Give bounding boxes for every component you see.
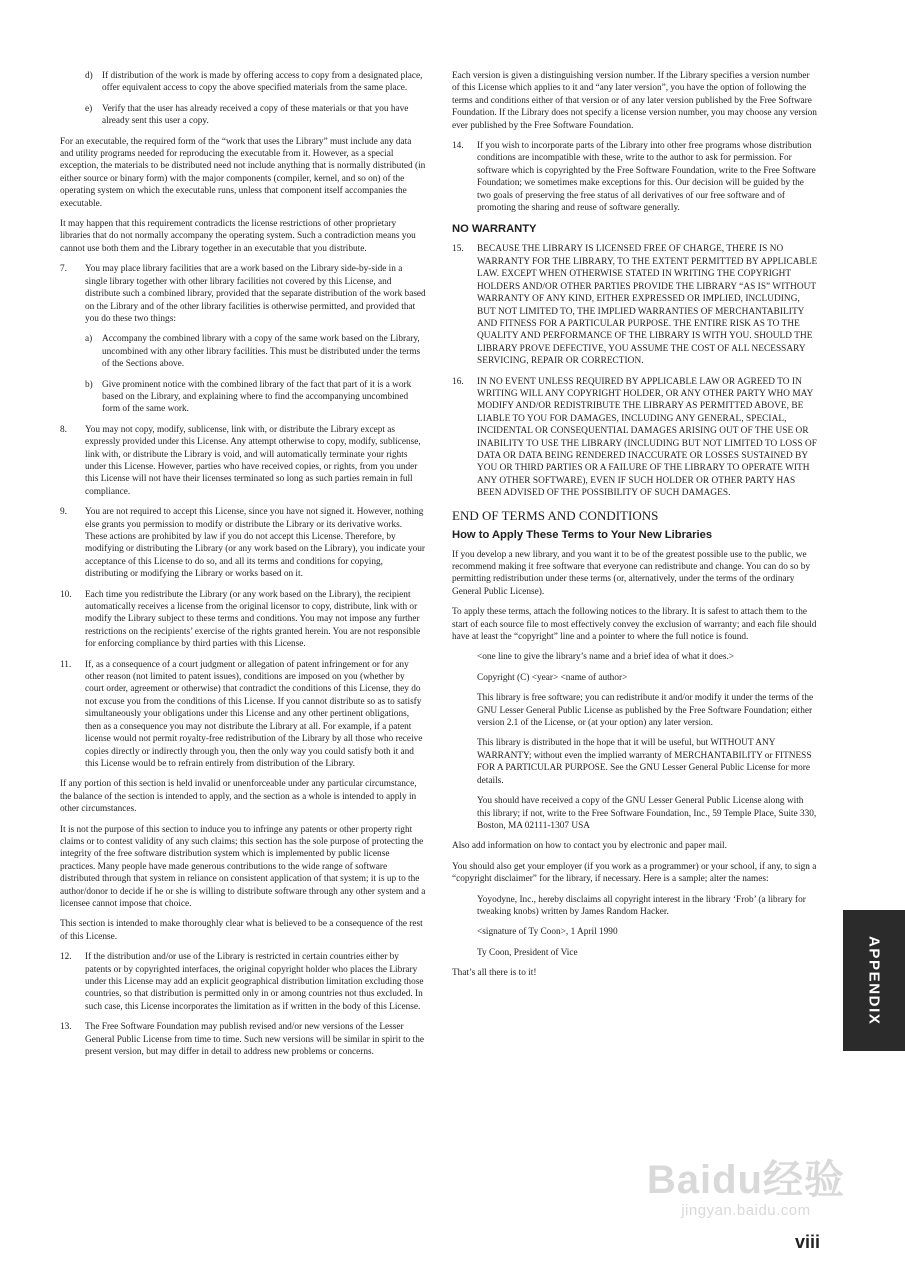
notice-one-line: <one line to give the library’s name and a brief idea of what it does.>	[477, 652, 735, 663]
heading-how-to-apply: How to Apply These Terms to Your New Libraries	[452, 528, 713, 541]
paragraph-executable: For an executable, the required form of the “work that uses the Library” must include any data and utility programs needed for reproducing the executable from it. However, as a special exception, the materials to be distributed need not include anything that is normally distributed (in either source or binary form) with the major components (compiler, kernel, and so on) of the operating system on which the executable runs, unless that component itself accompanies the executable.	[60, 136, 426, 209]
paragraph-consequence: This section is intended to make thoroughly clear what is believed to be a consequence of the rest of this License.	[60, 919, 423, 942]
paragraph-contradicts: It may happen that this requirement contradicts the license restrictions of other proprietary libraries that do not normally accompany the operating system. Such a contradiction means you cannot use both them and the Library together in an executable that you distribute.	[60, 219, 416, 254]
list-item-e: e) Verify that the user has already received a copy of these materials or that you have already sent this user a copy.	[85, 103, 409, 127]
left-column	[60, 70, 426, 1066]
paragraph-version: Each version is given a distinguishing version number. If the Library specifies a version number of this License which applies to it and “any later version”, you have the option of following the terms and conditions either of that version or of any later version published by the Free Software Foundation. If the Library does not specify a license version number, you may choose any version ever published by the Free Software Foundation.	[452, 71, 817, 131]
notice-distributed: This library is distributed in the hope that it will be useful, but WITHOUT ANY WARRANTY; without even the implied warranty of MERCHANTABILITY or FITNESS FOR A PARTICULAR PURPOSE. See the GNU Lesser General Public License for more details.	[477, 738, 812, 786]
section-15: 15. BECAUSE THE LIBRARY IS LICENSED FREE OF CHARGE, THERE IS NO WARRANTY FOR THE LIBRARY, TO THE EXTENT PERMITTED BY APPLICABLE LAW. EXCEPT WHEN OTHERWISE STATED IN WRITING THE COPYRIGHT HOLDERS AND/OR OTHER PARTIES PROVIDE THE LIBRARY “AS IS” WITHOUT WARRANTY OF ANY KIND, EITHER EXPRESSED OR IMPLIED, INCLUDING, BUT NOT LIMITED TO, THE IMPLIED WARRANTIES OF MERCHANTABILITY AND FITNESS FOR A PARTICULAR PURPOSE. THE ENTIRE RISK AS TO THE QUALITY AND PERFORMANCE OF THE LIBRARY IS WITH YOU. SHOULD THE LIBRARY PROVE DEFECTIVE, YOU ASSUME THE COST OF ALL NECESSARY SERVICING, REPAIR OR CORRECTION.	[452, 244, 818, 367]
watermark-logo: Baidu经验	[646, 1158, 845, 1202]
notice-free-software: This library is free software; you can redistribute it and/or modify it under the terms of the GNU Lesser General Public License as published by the Free Software Foundation; either version 2.1 of the License, or (at your option) any later version.	[477, 693, 814, 729]
paragraph-invalid: If any portion of this section is held invalid or unenforceable under any particular circumstance, the balance of the section is intended to apply, and the section as a whole is intended to apply in other circumstances.	[60, 779, 417, 815]
section-12: 12. If the distribution and/or use of the Library is restricted in certain countries either by patents or by copyrighted interfaces, the original copyright holder who places the Library under this License may add an explicit geographical distribution limitation excluding those countries, so that distribution is permitted only in or among countries not thus excluded. In such case, this License incorporates the limitation as if written in the body of this License.	[60, 952, 424, 1012]
section-10: 10. Each time you redistribute the Library (or any work based on the Library), the recipient automatically receives a license from the original licensor to copy, distribute, link with or modify the Library subject to these terms and conditions. You may not impose any further restrictions on the recipients’ exercise of the rights granted herein. You are not responsible for enforcing compliance by third parties with this License.	[60, 589, 421, 650]
section-8: 8. You may not copy, modify, sublicense, link with, or distribute the Library except as expressly provided under this License. Any attempt otherwise to copy, modify, sublicense, link with, or distribute the Library is void, and will automatically terminate your rights under this License. However, parties who have received copies, or rights, from you under this License will not have their licenses terminated so long as such parties remain in full compliance.	[60, 424, 421, 497]
section-7b: b) Give prominent notice with the combined library of the fact that part of it is a work based on the Library, and explaining where to find the accompanying uncombined form of the same work.	[85, 379, 412, 415]
paragraph-develop: If you develop a new library, and you want it to be of the greatest possible use to the public, we recommend making it free software that everyone can redistribute and change. You can do so by permitting redistribution under these terms (or, alternatively, under the terms of the ordinary General Public License).	[452, 549, 811, 597]
heading-no-warranty: NO WARRANTY	[452, 223, 537, 236]
sample-signature: <signature of Ty Coon>, 1 April 1990	[477, 927, 618, 938]
appendix-side-tab	[843, 910, 905, 1051]
notice-copyright: Copyright (C) <year> <name of author>	[477, 672, 628, 683]
list-item-d: d) If distribution of the work is made by offering access to copy from a designated place, offer equivalent access to copy the above specified materials from the same place.	[85, 71, 423, 94]
section-13: 13. The Free Software Foundation may publish revised and/or new versions of the Lesser General Public License from time to time. Such new versions will be similar in spirit to the present version, but may differ in detail to address new problems or concerns.	[60, 1022, 425, 1058]
appendix-tab-label: APPENDIX	[865, 935, 883, 1026]
paragraph-employer: You should also get your employer (if you work as a programmer) or your school, if any, to sign a “copyright disclaimer” for the library, if necessary. Here is a sample; alter the names:	[452, 861, 817, 885]
right-column	[452, 70, 818, 988]
section-11: 11. If, as a consequence of a court judgment or allegation of patent infringement or for any other reason (not limited to patent issues), conditions are imposed on you (whether by court order, agreement or otherwise) that contradict the conditions of this License, they do not excuse you from the conditions of this License. If you cannot distribute so as to satisfy simultaneously your obligations under this License and any other pertinent obligations, then as a consequence you may not distribute the Library at all. For example, if a patent license would not permit royalty-free redistribution of the Library by all those who receive copies directly or indirectly through you, then the only way you could satisfy both it and this License would be to refrain entirely from distribution of the Library.	[60, 659, 423, 769]
paragraph-apply: To apply these terms, attach the following notices to the library. It is safest to attach them to the start of each source file to most effectively convey the exclusion of warranty; and each file should have at least the “copyright” line and a pointer to where the full notice is found.	[452, 607, 817, 643]
paragraph-purpose: It is not the purpose of this section to induce you to infringe any patents or other property right claims or to contest validity of any such claims; this section has the sole purpose of protecting the integrity of the free software distribution system which is implemented by public license practices. Many people have made generous contributions to the wide range of software distributed through that system in reliance on consistent application of that system; it is up to the author/donor to decide if he or she is willing to distribute software through any other system and a licensee cannot impose that choice.	[60, 824, 426, 909]
paragraph-contact: Also add information on how to contact you by electronic and paper mail.	[452, 841, 727, 852]
notice-received-copy: You should have received a copy of the GNU Lesser General Public License along with this library; if not, write to the Free Software Foundation, Inc., 59 Temple Place, Suite 330, Boston, MA 02111-1307 USA	[477, 796, 817, 831]
sample-ty-coon: Ty Coon, President of Vice	[477, 947, 578, 958]
heading-end-of-terms: END OF TERMS AND CONDITIONS	[452, 507, 659, 523]
watermark-url: jingyan.baidu.com	[681, 1202, 811, 1219]
section-7a: a) Accompany the combined library with a copy of the same work based on the Library, uncombined with any other library facilities. This must be distributed under the terms of the Sections above.	[85, 334, 421, 370]
page-number: viii	[794, 1232, 820, 1252]
section-7: 7. You may place library facilities that are a work based on the Library side-by-side in a single library together with other library facilities not covered by this License, and distribute such a combined library, provided that the separate distribution of the work based on the Library and of the other library facilities is otherwise permitted, and provided that you do these two things:	[60, 264, 426, 324]
paragraph-thats-all: That’s all there is to it!	[452, 968, 537, 979]
section-9: 9. You are not required to accept this License, since you have not signed it. However, nothing else grants you permission to modify or distribute the Library or its derivative works. These actions are prohibited by law if you do not accept this License. Therefore, by modifying or distributing the Library (or any work based on the Library), you indicate your acceptance of this License to do so, and all its terms and conditions for copying, distributing or modifying the Library or works based on it.	[60, 507, 426, 580]
watermark	[647, 1158, 845, 1219]
section-16: 16. IN NO EVENT UNLESS REQUIRED BY APPLICABLE LAW OR AGREED TO IN WRITING WILL ANY COPYRIGHT HOLDER, OR ANY OTHER PARTY WHO MAY MODIFY AND/OR REDISTRIBUTE THE LIBRARY AS PERMITTED ABOVE, BE LIABLE TO YOU FOR DAMAGES, INCLUDING ANY GENERAL, SPECIAL, INCIDENTAL OR CONSEQUENTIAL DAMAGES ARISING OUT OF THE USE OR INABILITY TO USE THE LIBRARY (INCLUDING BUT NOT LIMITED TO LOSS OF DATA OR DATA BEING RENDERED INACCURATE OR LOSSES SUSTAINED BY YOU OR THIRD PARTIES OR A FAILURE OF THE LIBRARY TO OPERATE WITH ANY OTHER SOFTWARE), EVEN IF SUCH HOLDER OR OTHER PARTY HAS BEEN ADVISED OF THE POSSIBILITY OF SUCH DAMAGES.	[452, 376, 817, 499]
sample-yoyodyne: Yoyodyne, Inc., hereby disclaims all copyright interest in the library ‘Frob’ (a library for tweaking knobs) written by James Random Hacker.	[477, 894, 806, 917]
section-14: 14. If you wish to incorporate parts of the Library into other free programs whose distribution conditions are incompatible with these, write to the author to ask for permission. For software which is copyrighted by the Free Software Foundation, write to the Free Software Foundation; we sometimes make exceptions for this. Our decision will be guided by the two goals of preserving the free status of all derivatives of our free software and of promoting the sharing and reuse of software generally.	[452, 141, 816, 214]
